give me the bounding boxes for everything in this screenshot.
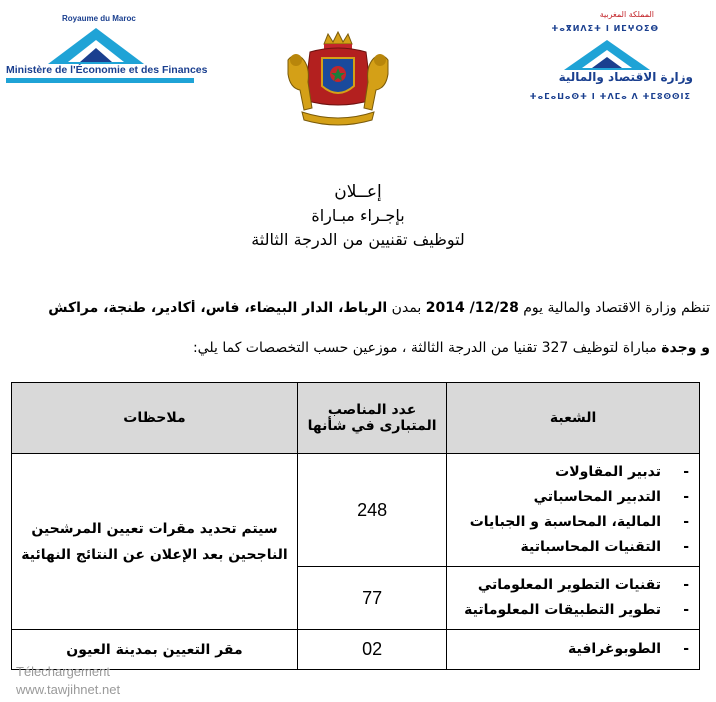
count-cell: 77 [297,567,446,630]
list-item [453,485,689,510]
header-count-line2: المتبارى في شأنها [307,418,437,434]
branch-name: تطوير التطبيقات المعلوماتية [464,602,661,618]
branch-cell-group1 [447,454,700,567]
branch-cell-group3 [447,630,700,670]
table-header-row [12,383,700,454]
logo-ministry-arabic-label: وزارة الاقتصاد والمالية [558,70,693,84]
header-count-line1: عدد المناصب [327,402,417,418]
list-item [453,460,689,485]
branch-name: الطوبوغرافية [568,641,661,657]
logo-ministry-label: Ministère de l'Économie et des Finances [6,64,208,76]
branch-name: المالية، المحاسبة و الجبايات [469,514,661,530]
ministry-logo-french [6,14,208,94]
positions-table [11,382,700,670]
notes-cell-shared [12,454,298,630]
list-item [453,573,689,598]
count-cell: 248 [297,454,446,567]
branch-list [453,637,689,662]
announcement-heading: إعــلان [334,182,382,202]
bullet-dash: - [683,641,689,657]
ministry-roof-icon [46,26,146,66]
notes-cell-topography: مقر التعيين بمدينة العيون [12,630,298,670]
bullet-dash: - [683,464,689,480]
header-branch: الشعبة [447,383,700,454]
exam-cities: الرباط، الدار البيضاء، فاس، أكادير، طنجة، مراكش [48,300,388,316]
intro-text-b: بمدن [387,300,426,316]
table-row [12,454,700,567]
watermark-url: www.tawjihnet.net [16,682,121,697]
branch-name: تقنيات التطوير المعلوماتي [477,577,661,593]
branch-list [453,460,689,560]
list-item [453,510,689,535]
list-item [453,535,689,560]
intro-line-1 [0,300,710,316]
announcement-subheading: بإجـراء مبـاراة [311,206,405,225]
coat-of-arms-emblem [280,30,396,126]
branch-name: التقنيات المحاسباتية [520,539,661,555]
bullet-dash: - [683,539,689,555]
logo-kingdom-label: Royaume du Maroc [62,14,136,23]
ministry-logo-arabic [514,10,699,105]
bullet-dash: - [683,514,689,530]
watermark-line1: Télechargement [16,664,110,679]
announcement-purpose: لتوظيف تقنيين من الدرجة الثالثة [251,230,465,249]
logo-underline [6,78,194,83]
note-line1: سيتم تحديد مقرات تعيين المرشحين [31,520,278,537]
list-item [453,598,689,623]
header-notes: ملاحظات [12,383,298,454]
bullet-dash: - [683,577,689,593]
list-item [453,637,689,662]
source-watermark [16,663,120,699]
bullet-dash: - [683,602,689,618]
header-count [297,383,446,454]
note-line2: الناجحين بعد الإعلان عن النتائج النهائية [21,546,288,563]
branch-name: تدبير المقاولات [555,464,661,480]
branch-cell-group2 [447,567,700,630]
count-cell: 02 [297,630,446,670]
logo-ministry-tifinagh: ⵜⴰⵎⴰⵡⴰⵙⵜ ⵏ ⵜⴷⵎⴰ ⴷ ⵜⵎⵓⵙⵙⵏⵉ [529,92,691,101]
logo-kingdom-arabic-label: المملكة المغربية [599,10,654,19]
intro-text-rest: مباراة لتوظيف 327 تقنيا من الدرجة الثالثة ، موزعين حسب التخصصات كما يلي: [192,340,662,356]
branch-name: التدبير المحاسباتي [533,489,661,505]
intro-text-a: تنظم وزارة الاقتصاد والمالية يوم [518,300,710,316]
branch-list [453,573,689,623]
exam-date: 12/28/ 2014 [425,300,519,316]
bullet-dash: - [683,489,689,505]
exam-city-oujda: و وجدة [661,340,710,356]
ministry-roof-icon-arabic [562,38,652,72]
intro-line-2 [0,340,710,356]
logo-kingdom-tifinagh: ⵜⴰⴳⵍⴷⵉⵜ ⵏ ⵍⵎⵖⵔⵉⴱ [551,24,659,33]
coat-of-arms-icon [280,30,396,126]
announcement-titles [0,180,716,252]
